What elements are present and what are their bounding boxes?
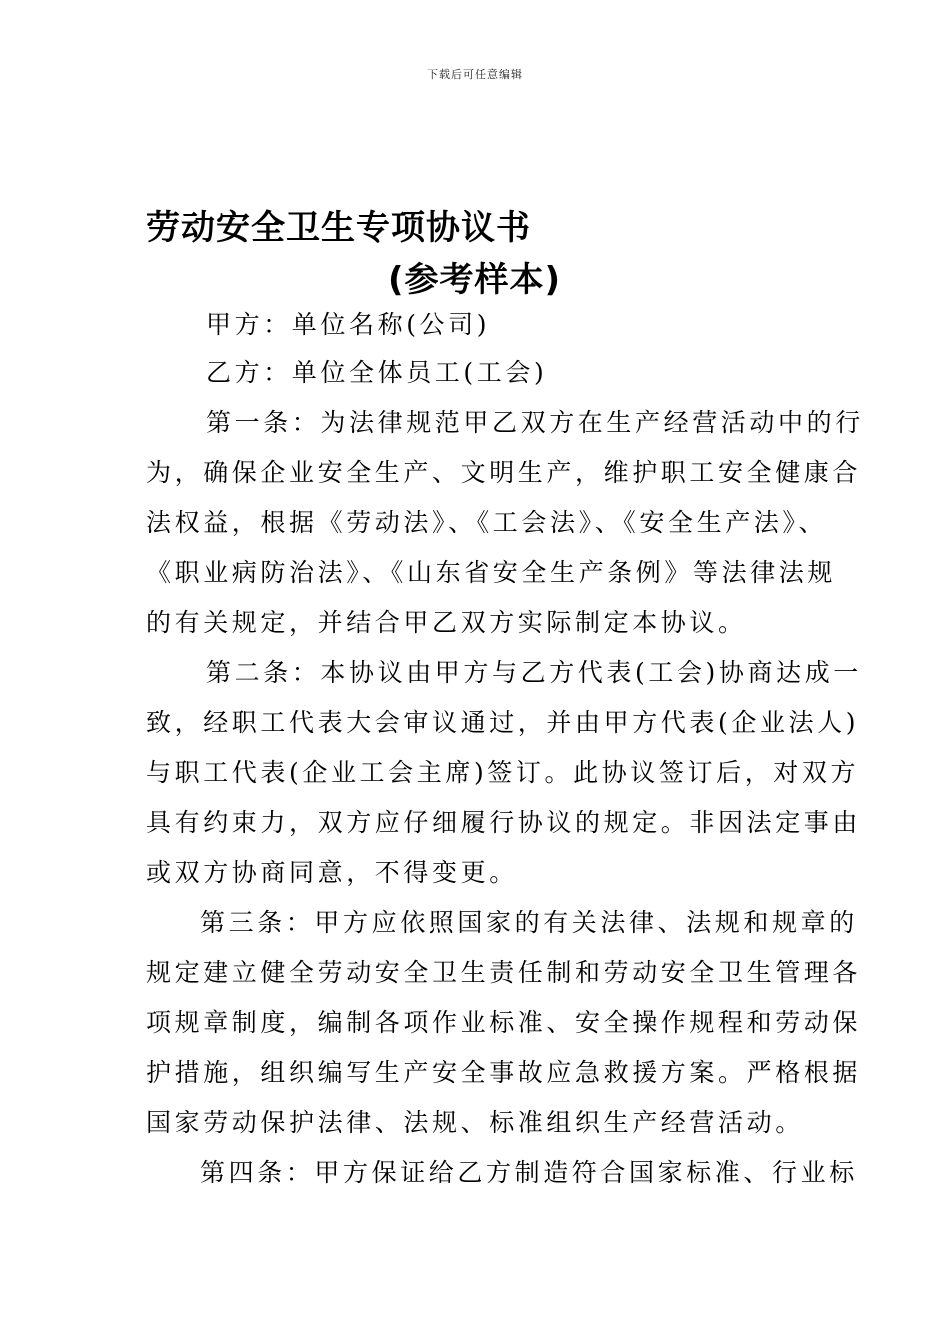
party-b-line: 乙方：单位全体员工(工会) xyxy=(206,358,548,387)
page-header: 下载后可任意编辑 xyxy=(427,68,523,81)
document-title: 劳动安全卫生专项协议书 xyxy=(146,208,531,248)
article-1-line-2: 为，确保企业安全生产、文明生产，维护职工安全健康合 xyxy=(146,458,862,487)
article-3-line-5: 国家劳动保护法律、法规、标准组织生产经营活动。 xyxy=(146,1108,804,1137)
article-4-line-1: 第四条：甲方保证给乙方制造符合国家标准、行业标 xyxy=(200,1158,858,1187)
party-a-line: 甲方：单位名称(公司) xyxy=(206,310,491,339)
article-2-line-3: 与职工代表(企业工会主席)签订。此协议签订后，对双方 xyxy=(146,758,860,787)
article-2-line-5: 或双方协商同意，不得变更。 xyxy=(146,858,518,887)
article-1-line-1: 第一条：为法律规范甲乙双方在生产经营活动中的行 xyxy=(206,408,864,437)
article-1-line-5: 的有关规定，并结合甲乙双方实际制定本协议。 xyxy=(146,608,747,637)
article-3-line-4: 护措施，组织编写生产安全事故应急救援方案。严格根据 xyxy=(146,1058,862,1087)
article-3-line-1: 第三条：甲方应依照国家的有关法律、法规和规章的 xyxy=(200,908,858,937)
article-1-line-4: 《职业病防治法》、《山东省安全生产条例》等法律法规 xyxy=(146,558,837,587)
article-2-line-4: 具有约束力，双方应仔细履行协议的规定。非因法定事由 xyxy=(146,808,862,837)
document-subtitle: (参考样本) xyxy=(388,260,562,300)
article-2-line-2: 致，经职工代表大会审议通过，并由甲方代表(企业法人) xyxy=(146,708,860,737)
article-3-line-2: 规定建立健全劳动安全卫生责任制和劳动安全卫生管理各 xyxy=(146,958,862,987)
article-3-line-3: 项规章制度，编制各项作业标准、安全操作规程和劳动保 xyxy=(146,1008,862,1037)
article-1-line-3: 法权益，根据《劳动法》、《工会法》、《安全生产法》、 xyxy=(146,508,828,537)
article-2-line-1: 第二条：本协议由甲方与乙方代表(工会)协商达成一 xyxy=(206,658,862,687)
